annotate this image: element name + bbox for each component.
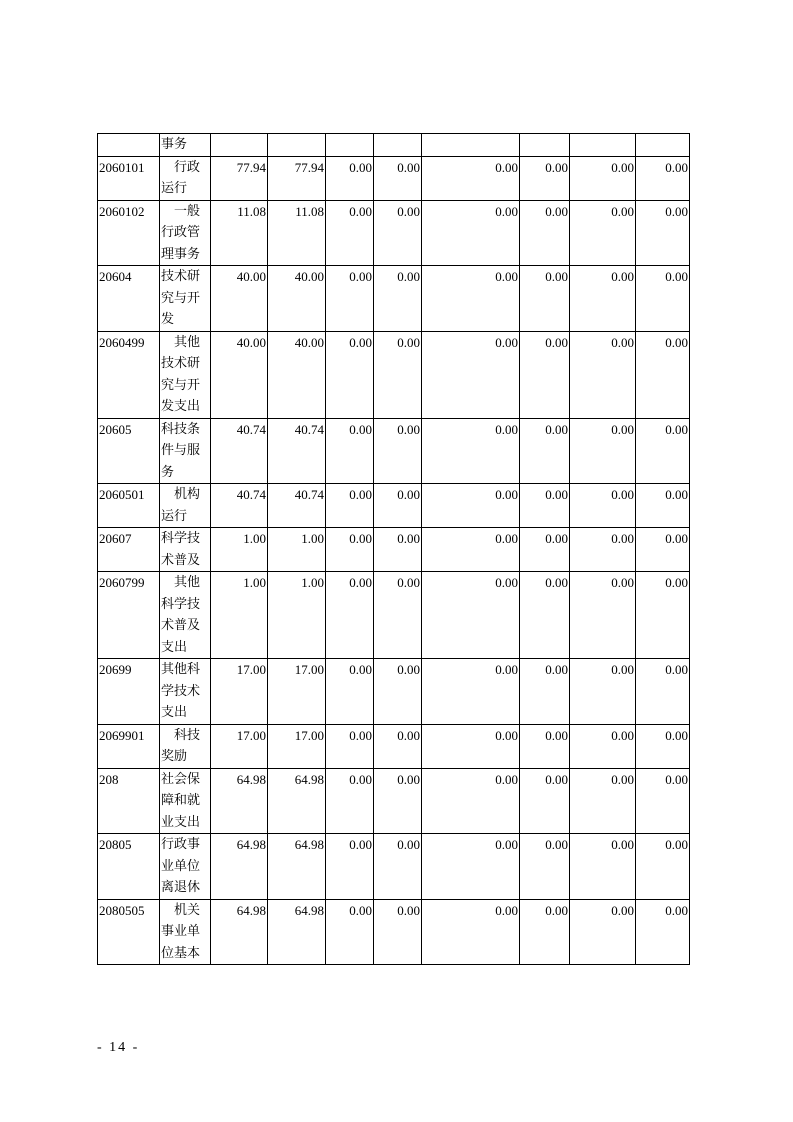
amount-cell: 0.00 [374, 156, 422, 200]
amount-cell: 64.98 [211, 899, 268, 965]
amount-cell: 0.00 [374, 724, 422, 768]
amount-cell: 0.00 [520, 659, 570, 725]
amount-cell: 0.00 [374, 200, 422, 266]
amount-cell: 1.00 [268, 528, 326, 572]
subject-code-cell: 20604 [98, 266, 160, 332]
table-row [98, 266, 690, 332]
subject-code-cell: 2060101 [98, 156, 160, 200]
amount-cell: 0.00 [326, 899, 374, 965]
table-row [98, 768, 690, 834]
amount-cell: 0.00 [422, 528, 520, 572]
amount-cell: 0.00 [374, 528, 422, 572]
amount-cell: 0.00 [636, 724, 690, 768]
amount-cell: 0.00 [636, 834, 690, 900]
amount-cell: 0.00 [422, 572, 520, 659]
table-row [98, 659, 690, 725]
amount-cell: 0.00 [636, 200, 690, 266]
table-row [98, 572, 690, 659]
amount-cell [268, 134, 326, 157]
amount-cell: 11.08 [268, 200, 326, 266]
amount-cell: 0.00 [326, 331, 374, 418]
amount-cell: 0.00 [636, 156, 690, 200]
amount-cell: 0.00 [636, 266, 690, 332]
amount-cell: 0.00 [422, 418, 520, 484]
amount-cell: 0.00 [570, 200, 636, 266]
amount-cell: 0.00 [422, 899, 520, 965]
amount-cell: 0.00 [374, 484, 422, 528]
amount-cell: 0.00 [422, 724, 520, 768]
table-row [98, 134, 690, 157]
subject-code-cell: 2080505 [98, 899, 160, 965]
amount-cell: 0.00 [570, 724, 636, 768]
amount-cell: 17.00 [268, 659, 326, 725]
amount-cell: 1.00 [268, 572, 326, 659]
amount-cell: 40.74 [268, 484, 326, 528]
amount-cell: 0.00 [374, 572, 422, 659]
subject-name-cell: 其他技术研究与开发支出 [160, 331, 211, 418]
amount-cell: 40.00 [268, 266, 326, 332]
amount-cell: 0.00 [570, 834, 636, 900]
amount-cell: 64.98 [268, 768, 326, 834]
subject-name-cell: 其他科学技术支出 [160, 659, 211, 725]
amount-cell: 1.00 [211, 572, 268, 659]
subject-code-cell: 2060799 [98, 572, 160, 659]
amount-cell: 40.74 [211, 418, 268, 484]
amount-cell: 0.00 [570, 899, 636, 965]
amount-cell: 0.00 [570, 331, 636, 418]
amount-cell: 0.00 [520, 484, 570, 528]
amount-cell: 0.00 [520, 528, 570, 572]
amount-cell: 0.00 [520, 768, 570, 834]
amount-cell: 0.00 [520, 899, 570, 965]
table-row [98, 331, 690, 418]
amount-cell: 0.00 [422, 266, 520, 332]
subject-name-cell: 行政运行 [160, 156, 211, 200]
amount-cell: 0.00 [520, 418, 570, 484]
amount-cell: 0.00 [374, 266, 422, 332]
table-row [98, 528, 690, 572]
amount-cell: 0.00 [326, 659, 374, 725]
amount-cell: 0.00 [570, 768, 636, 834]
subject-code-cell: 20805 [98, 834, 160, 900]
amount-cell: 17.00 [211, 724, 268, 768]
amount-cell: 0.00 [570, 659, 636, 725]
subject-code-cell [98, 134, 160, 157]
amount-cell: 0.00 [636, 572, 690, 659]
amount-cell: 0.00 [374, 768, 422, 834]
table-row [98, 834, 690, 900]
amount-cell: 77.94 [211, 156, 268, 200]
amount-cell: 0.00 [326, 528, 374, 572]
amount-cell: 0.00 [374, 834, 422, 900]
amount-cell [374, 134, 422, 157]
subject-code-cell: 208 [98, 768, 160, 834]
page-number: - 14 - [97, 1040, 140, 1055]
subject-code-cell: 2060102 [98, 200, 160, 266]
subject-code-cell: 20605 [98, 418, 160, 484]
amount-cell: 0.00 [326, 418, 374, 484]
amount-cell: 40.74 [211, 484, 268, 528]
amount-cell: 0.00 [636, 768, 690, 834]
amount-cell: 0.00 [326, 572, 374, 659]
subject-name-cell: 科技奖励 [160, 724, 211, 768]
amount-cell: 17.00 [268, 724, 326, 768]
amount-cell: 0.00 [374, 418, 422, 484]
amount-cell: 0.00 [326, 200, 374, 266]
amount-cell: 0.00 [326, 266, 374, 332]
amount-cell: 0.00 [422, 331, 520, 418]
subject-code-cell: 2060499 [98, 331, 160, 418]
table-row [98, 156, 690, 200]
amount-cell: 0.00 [636, 418, 690, 484]
amount-cell: 64.98 [211, 834, 268, 900]
subject-code-cell: 2069901 [98, 724, 160, 768]
amount-cell: 77.94 [268, 156, 326, 200]
amount-cell: 11.08 [211, 200, 268, 266]
subject-code-cell: 20607 [98, 528, 160, 572]
amount-cell: 0.00 [422, 484, 520, 528]
amount-cell: 0.00 [520, 724, 570, 768]
subject-name-cell: 机构运行 [160, 484, 211, 528]
amount-cell: 0.00 [326, 724, 374, 768]
amount-cell: 0.00 [374, 899, 422, 965]
amount-cell [570, 134, 636, 157]
amount-cell: 0.00 [636, 899, 690, 965]
amount-cell: 0.00 [636, 528, 690, 572]
amount-cell: 0.00 [422, 834, 520, 900]
amount-cell [326, 134, 374, 157]
table-row [98, 484, 690, 528]
amount-cell: 0.00 [570, 266, 636, 332]
amount-cell: 0.00 [570, 484, 636, 528]
subject-name-cell: 其他科学技术普及支出 [160, 572, 211, 659]
subject-name-cell: 技术研究与开发 [160, 266, 211, 332]
amount-cell: 40.00 [211, 266, 268, 332]
amount-cell: 40.74 [268, 418, 326, 484]
amount-cell: 0.00 [520, 331, 570, 418]
amount-cell: 0.00 [520, 572, 570, 659]
amount-cell: 1.00 [211, 528, 268, 572]
amount-cell [211, 134, 268, 157]
subject-code-cell: 2060501 [98, 484, 160, 528]
subject-name-cell: 行政事业单位离退休 [160, 834, 211, 900]
amount-cell: 0.00 [570, 156, 636, 200]
table-row [98, 899, 690, 965]
table-row [98, 418, 690, 484]
amount-cell: 0.00 [422, 200, 520, 266]
subject-name-cell: 一般行政管理事务 [160, 200, 211, 266]
table-body [98, 134, 690, 965]
amount-cell: 0.00 [570, 572, 636, 659]
subject-code-cell: 20699 [98, 659, 160, 725]
amount-cell: 64.98 [211, 768, 268, 834]
subject-name-cell: 科学技术普及 [160, 528, 211, 572]
amount-cell: 0.00 [636, 659, 690, 725]
amount-cell: 0.00 [326, 768, 374, 834]
amount-cell: 0.00 [422, 659, 520, 725]
amount-cell: 64.98 [268, 899, 326, 965]
amount-cell [422, 134, 520, 157]
subject-name-cell: 事务 [160, 134, 211, 157]
amount-cell: 0.00 [520, 834, 570, 900]
amount-cell: 0.00 [326, 156, 374, 200]
subject-name-cell: 社会保障和就业支出 [160, 768, 211, 834]
amount-cell [636, 134, 690, 157]
amount-cell: 0.00 [520, 156, 570, 200]
amount-cell: 0.00 [636, 484, 690, 528]
amount-cell: 0.00 [636, 331, 690, 418]
amount-cell: 40.00 [211, 331, 268, 418]
amount-cell: 0.00 [422, 156, 520, 200]
amount-cell: 0.00 [422, 768, 520, 834]
amount-cell [520, 134, 570, 157]
subject-name-cell: 机关事业单位基本 [160, 899, 211, 965]
amount-cell: 64.98 [268, 834, 326, 900]
amount-cell: 40.00 [268, 331, 326, 418]
amount-cell: 0.00 [570, 528, 636, 572]
amount-cell: 0.00 [570, 418, 636, 484]
amount-cell: 0.00 [374, 331, 422, 418]
table-row [98, 200, 690, 266]
amount-cell: 17.00 [211, 659, 268, 725]
amount-cell: 0.00 [520, 200, 570, 266]
budget-table [97, 133, 690, 965]
amount-cell: 0.00 [326, 834, 374, 900]
amount-cell: 0.00 [326, 484, 374, 528]
amount-cell: 0.00 [374, 659, 422, 725]
amount-cell: 0.00 [520, 266, 570, 332]
table-row [98, 724, 690, 768]
subject-name-cell: 科技条件与服务 [160, 418, 211, 484]
